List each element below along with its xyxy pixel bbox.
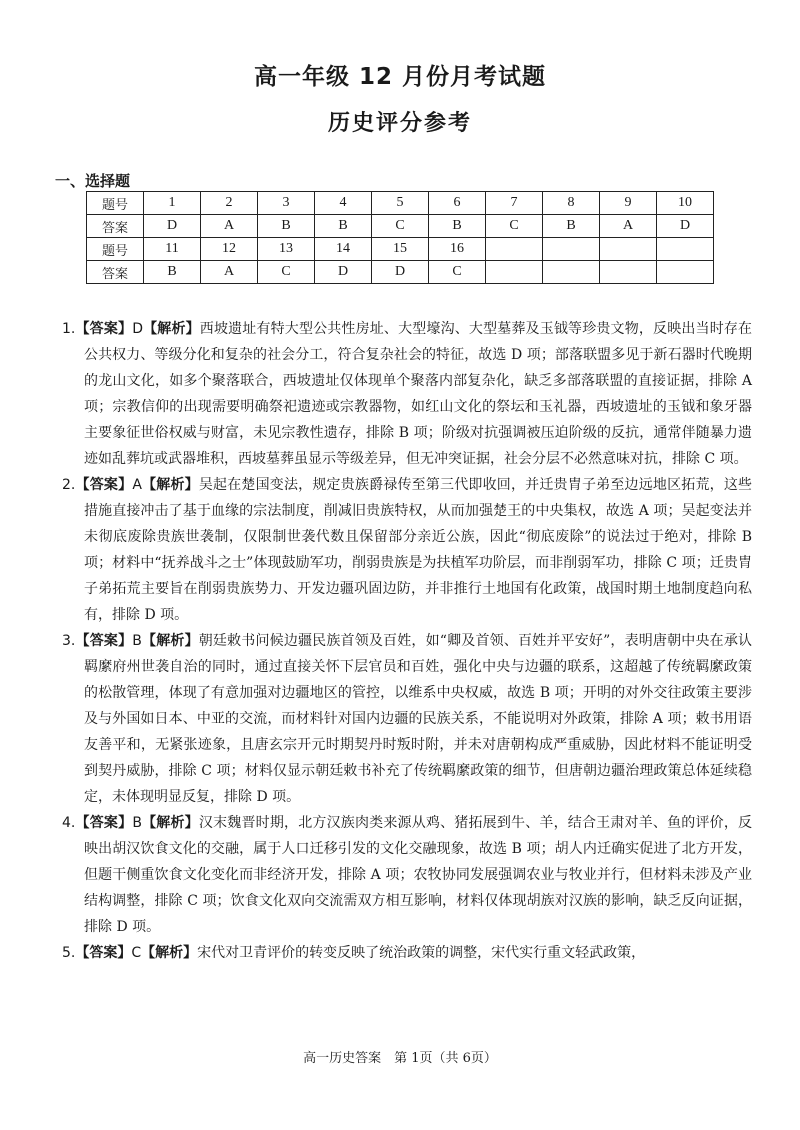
answer-cell: [600, 261, 657, 284]
answer-letter: A: [132, 477, 142, 493]
answer-letter: B: [132, 815, 142, 831]
question-number-cell: 4: [315, 192, 372, 215]
question-number-label: 题号: [87, 238, 144, 261]
answer-tag: 【答案】: [75, 815, 133, 831]
question-number-cell: 1: [144, 192, 201, 215]
question-number-cell: 12: [201, 238, 258, 261]
page-footer: 高一历史答案 第 1页（共 6页）: [303, 1051, 497, 1066]
explanation-text: 吴起在楚国变法，规定贵族爵禄传至第三代即收回，并迁贵胄子弟至边远地区拓荒，这些措施直接冲击了基于血缘的宗法制度，削减旧贵族特权，从而加强楚王的中央集权，故选 A 项；吴起变法并未彻底废除贵族世袭制，仅限制世袭代数且保留部分亲近公族，因此“彻底废除”的说法过于绝对，排除 B 项；材料中“抚养战斗之士”体现鼓励军功，削弱贵族是为扶植军功阶层，而非削弱军功，排除 C 项；迁贵胄子弟拓荒主要旨在削弱贵族势力、开发边疆巩固边防，并非推行土地国有化政策，战国时期土地制度趋向私有，排除 D 项。: [84, 477, 753, 623]
answer-label: 答案: [87, 261, 144, 284]
answer-tag: 【答案】: [75, 633, 133, 649]
question-number-cell: [600, 238, 657, 261]
page-subtitle: 历史评分参考: [327, 111, 472, 136]
answer-letter: C: [131, 945, 142, 961]
answer-cell: A: [600, 215, 657, 238]
answer-letter: D: [132, 321, 143, 337]
explanation-text: 西坡遗址有特大型公共性房址、大型壕沟、大型墓葬及玉钺等珍贵文物，反映出当时存在公共权力、等级分化和复杂的社会分工，符合复杂社会的特征，故选 D 项；部落联盟多见于新石器时代晚期的龙山文化，如多个聚落联合，西坡遗址仅体现单个聚落内部复杂化，缺乏多部落联盟的直接证据，排除 A 项；宗教信仰的出现需要明确祭祀遗迹或宗教器物，如红山文化的祭坛和玉礼器，西坡遗址的玉钺和象牙器主要象征世俗权威与财富，未见宗教性遗存，排除 B 项；阶级对抗强调被压迫阶级的反抗，通常伴随暴力遗迹如乱葬坑或武器堆积，西坡墓葬虽显示等级差异，但无冲突证据，社会分层不必然意味对抗，排除 C 项。: [84, 321, 753, 467]
answer-cell: C: [429, 261, 486, 284]
answer-cell: A: [201, 261, 258, 284]
explanations: [62, 316, 752, 966]
explanation-number: 2.: [62, 477, 76, 493]
explanation-text: 汉末魏晋时期，北方汉族肉类来源从鸡、猪拓展到牛、羊，结合王肃对羊、鱼的评价，反映出胡汉饮食文化的交融，属于人口迁移引发的文化交融现象，故选 B 项；胡人内迁确实促进了北方开发，但题干侧重饮食文化变化而非经济开发，排除 A 项；农牧协同发展强调农业与牧业并行，但材料未涉及产业结构调整，排除 C 项；饮食文化双向交流需双方相互影响，材料仅体现胡族对汉族的影响，缺乏反向证据，排除 D 项。: [84, 815, 753, 935]
explanation-number: 4.: [62, 815, 76, 831]
question-number-cell: 8: [543, 192, 600, 215]
answer-cell: [543, 261, 600, 284]
explanation-item: [62, 810, 752, 940]
question-number-label: 题号: [87, 192, 144, 215]
question-number-cell: [486, 238, 543, 261]
answer-tag: 【答案】: [75, 477, 133, 493]
answer-cell: A: [201, 215, 258, 238]
question-number-cell: 14: [315, 238, 372, 261]
analysis-tag: 【解析】: [141, 633, 199, 649]
explanation-item: [62, 940, 752, 966]
answer-cell: C: [258, 261, 315, 284]
answer-cell: D: [372, 261, 429, 284]
answer-tag: 【答案】: [75, 945, 132, 961]
answer-cell: D: [144, 215, 201, 238]
explanation-text: 宋代对卫青评价的转变反映了统治政策的调整，宋代实行重文轻武政策，: [197, 945, 646, 961]
question-number-cell: 16: [429, 238, 486, 261]
explanation-number: 3.: [62, 633, 76, 649]
analysis-tag: 【解析】: [142, 321, 200, 337]
answer-cell: C: [372, 215, 429, 238]
answer-cell: [657, 261, 714, 284]
answer-label: 答案: [87, 215, 144, 238]
analysis-tag: 【解析】: [141, 945, 198, 961]
question-number-cell: 9: [600, 192, 657, 215]
question-number-cell: [657, 238, 714, 261]
explanation-item: [62, 628, 752, 810]
answer-tag: 【答案】: [75, 321, 133, 337]
table-row: [87, 192, 714, 215]
section-heading: 一、选择题: [55, 172, 131, 190]
page-title: 高一年级 12 月份月考试题: [253, 64, 547, 90]
answer-cell: C: [486, 215, 543, 238]
answer-cell: B: [543, 215, 600, 238]
answer-cell: D: [315, 261, 372, 284]
explanation-text: 朝廷敕书问候边疆民族首领及百姓，如“卿及首领、百姓并平安好”，表明唐朝中央在承认羁縻府州世袭自治的同时，通过直接关怀下层官员和百姓，强化中央与边疆的联系，这超越了传统羁縻政策的松散管理，体现了有意加强对边疆地区的管控，以维系中央权威，故选 B 项；开明的对外交往政策主要涉及与外国如日本、中亚的交流，而材料针对国内边疆的民族关系，不能说明对外政策，排除 A 项；敕书用语友善平和，无紧张迹象，且唐玄宗开元时期契丹时叛时附，并未对唐朝构成严重威胁，因此材料不能证明受到契丹威胁，排除 C 项；材料仅显示朝廷敕书补充了传统羁縻政策的细节，但唐朝边疆治理政策总体延续稳定，未体现明显反复，排除 D 项。: [84, 633, 753, 805]
answer-cell: B: [429, 215, 486, 238]
question-number-cell: 5: [372, 192, 429, 215]
analysis-tag: 【解析】: [141, 815, 199, 831]
question-number-cell: [543, 238, 600, 261]
answer-table: [86, 191, 714, 284]
answer-cell: D: [657, 215, 714, 238]
answer-cell: B: [258, 215, 315, 238]
question-number-cell: 11: [144, 238, 201, 261]
question-number-cell: 6: [429, 192, 486, 215]
question-number-cell: 13: [258, 238, 315, 261]
table-row: [87, 215, 714, 238]
question-number-cell: 3: [258, 192, 315, 215]
question-number-cell: 2: [201, 192, 258, 215]
explanation-item: [62, 316, 752, 472]
answer-letter: B: [132, 633, 142, 649]
explanation-number: 5.: [62, 945, 76, 961]
answer-cell: [486, 261, 543, 284]
question-number-cell: 10: [657, 192, 714, 215]
answer-cell: B: [144, 261, 201, 284]
question-number-cell: 7: [486, 192, 543, 215]
table-row: [87, 261, 714, 284]
explanation-number: 1.: [62, 321, 76, 337]
table-row: [87, 238, 714, 261]
explanation-item: [62, 472, 752, 628]
answer-cell: B: [315, 215, 372, 238]
question-number-cell: 15: [372, 238, 429, 261]
analysis-tag: 【解析】: [141, 477, 199, 493]
